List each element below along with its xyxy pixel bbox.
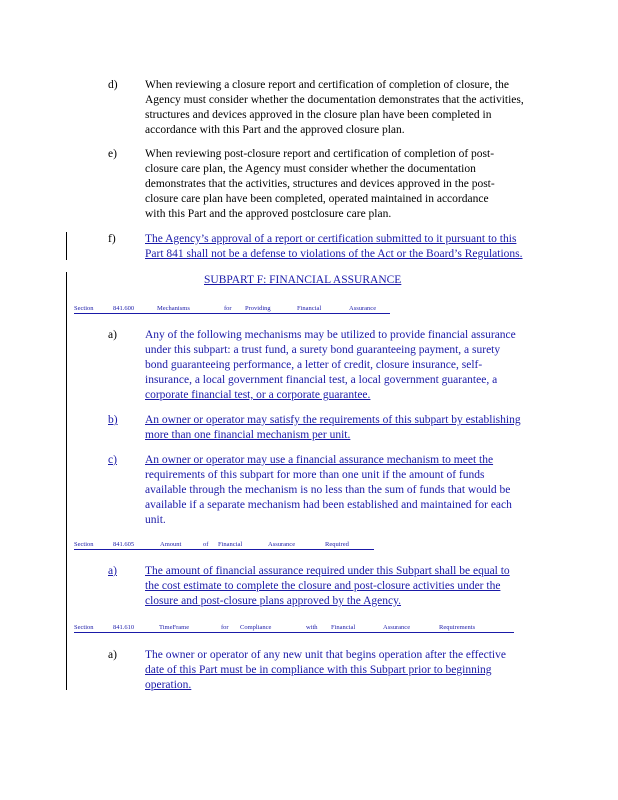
section-underline <box>74 632 514 633</box>
para-d-label: d) <box>108 79 118 91</box>
p605a-line: The amount of financial assurance required under this Subpart shall be equal to <box>145 565 510 577</box>
para-e-line: with this Part and the approved postclosure care plan. <box>145 208 392 220</box>
change-bar <box>66 232 67 260</box>
section-heading-word: of <box>203 541 209 548</box>
section-heading-word: for <box>221 624 229 631</box>
para-f-line: The Agency’s approval of a report or certification submitted to it pursuant to this <box>145 233 517 245</box>
section-heading-word: Financial <box>331 624 356 631</box>
para-d-line: structures and devices approved in the closure plan have been completed in <box>145 109 492 121</box>
section-heading-word: Assurance <box>268 541 296 548</box>
para-f-line: Part 841 shall not be a defense to violations of the Act or the Board’s Regulations. <box>145 248 523 260</box>
p600a-label: a) <box>108 329 117 341</box>
section-heading-word: Financial <box>297 305 322 312</box>
p605a-line: closure and post-closure plans approved by the Agency. <box>145 595 402 607</box>
p600c-line: requirements of this subpart for more than one unit if the amount of funds <box>145 469 485 481</box>
para-e-line: closure care plan have been completed, operated maintained in accordance <box>145 193 489 205</box>
subpart-title: SUBPART F: FINANCIAL ASSURANCE <box>204 274 402 286</box>
p600c-label: c) <box>108 454 117 466</box>
section-word: Section <box>74 541 94 548</box>
p600b-line: An owner or operator may satisfy the requirements of this subpart by establishing <box>145 414 521 426</box>
para-e-line: demonstrates that the activities, structures and devices approved in the post- <box>145 178 495 190</box>
p610a-label: a) <box>108 649 117 661</box>
para-e-line: When reviewing post-closure report and certification of completion of post- <box>145 148 495 160</box>
p600b-label: b) <box>108 414 118 426</box>
section-heading-word: Compliance <box>240 624 272 631</box>
section-heading-word: Assurance <box>349 305 377 312</box>
p605a-line: the cost estimate to complete the closure and post-closure activities under the <box>145 580 501 592</box>
p600b-line: more than one financial mechanism per unit. <box>145 429 351 441</box>
para-d-line: accordance with this Part and the approved closure plan. <box>145 124 405 136</box>
section-heading-word: for <box>224 305 232 312</box>
p600a-line: Any of the following mechanisms may be utilized to provide financial assurance <box>145 329 516 341</box>
section-number: 841.600 <box>113 305 135 312</box>
p600c-line: available if a separate mechanism had been established and maintained for each <box>145 499 512 511</box>
p600c-line: An owner or operator may use a financial assurance mechanism to meet the <box>145 454 494 466</box>
section-number: 841.605 <box>113 541 135 548</box>
p600a-line: insurance, a local government financial test, a local government guarantee, a <box>145 374 498 386</box>
section-underline <box>74 549 374 550</box>
p600a-line: corporate financial test, or a corporate guarantee. <box>145 389 371 401</box>
para-d-line: Agency must consider whether the documentation demonstrates that the activities, <box>145 94 524 106</box>
p610a-line: operation. <box>145 679 192 691</box>
p600a-line: bond guaranteeing performance, a letter of credit, closure insurance, self- <box>145 359 483 371</box>
section-heading-word: Required <box>325 541 349 548</box>
section-heading-word: Financial <box>218 541 243 548</box>
p600a-line: under this subpart: a trust fund, a surety bond guaranteeing payment, a surety <box>145 344 501 356</box>
section-word: Section <box>74 624 94 631</box>
section-heading-word: with <box>306 624 318 631</box>
section-heading-word: TimeFrame <box>159 624 190 631</box>
p605a-label: a) <box>108 565 117 577</box>
section-heading-word: Assurance <box>383 624 411 631</box>
section-heading-word: Amount <box>160 541 182 548</box>
p600c-line: available through the mechanism is no less than the sum of funds that would be <box>145 484 511 496</box>
para-e-label: e) <box>108 148 117 160</box>
section-heading-word: Mechanisms <box>157 305 190 312</box>
section-underline <box>74 313 390 314</box>
change-bar <box>66 272 67 690</box>
section-heading-word: Providing <box>245 305 271 312</box>
para-d-line: When reviewing a closure report and certification of completion of closure, the <box>145 79 510 91</box>
para-f-label: f) <box>108 233 116 245</box>
section-number: 841.610 <box>113 624 135 631</box>
p610a-line: date of this Part must be in compliance with this Subpart prior to beginning <box>145 664 492 676</box>
section-heading-word: Requirements <box>439 624 476 631</box>
p610a-line: The owner or operator of any new unit that begins operation after the effective <box>145 649 506 661</box>
p600c-line: unit. <box>145 514 166 526</box>
para-e-line: closure care plan, the Agency must consider whether the documentation <box>145 163 476 175</box>
section-word: Section <box>74 305 94 312</box>
